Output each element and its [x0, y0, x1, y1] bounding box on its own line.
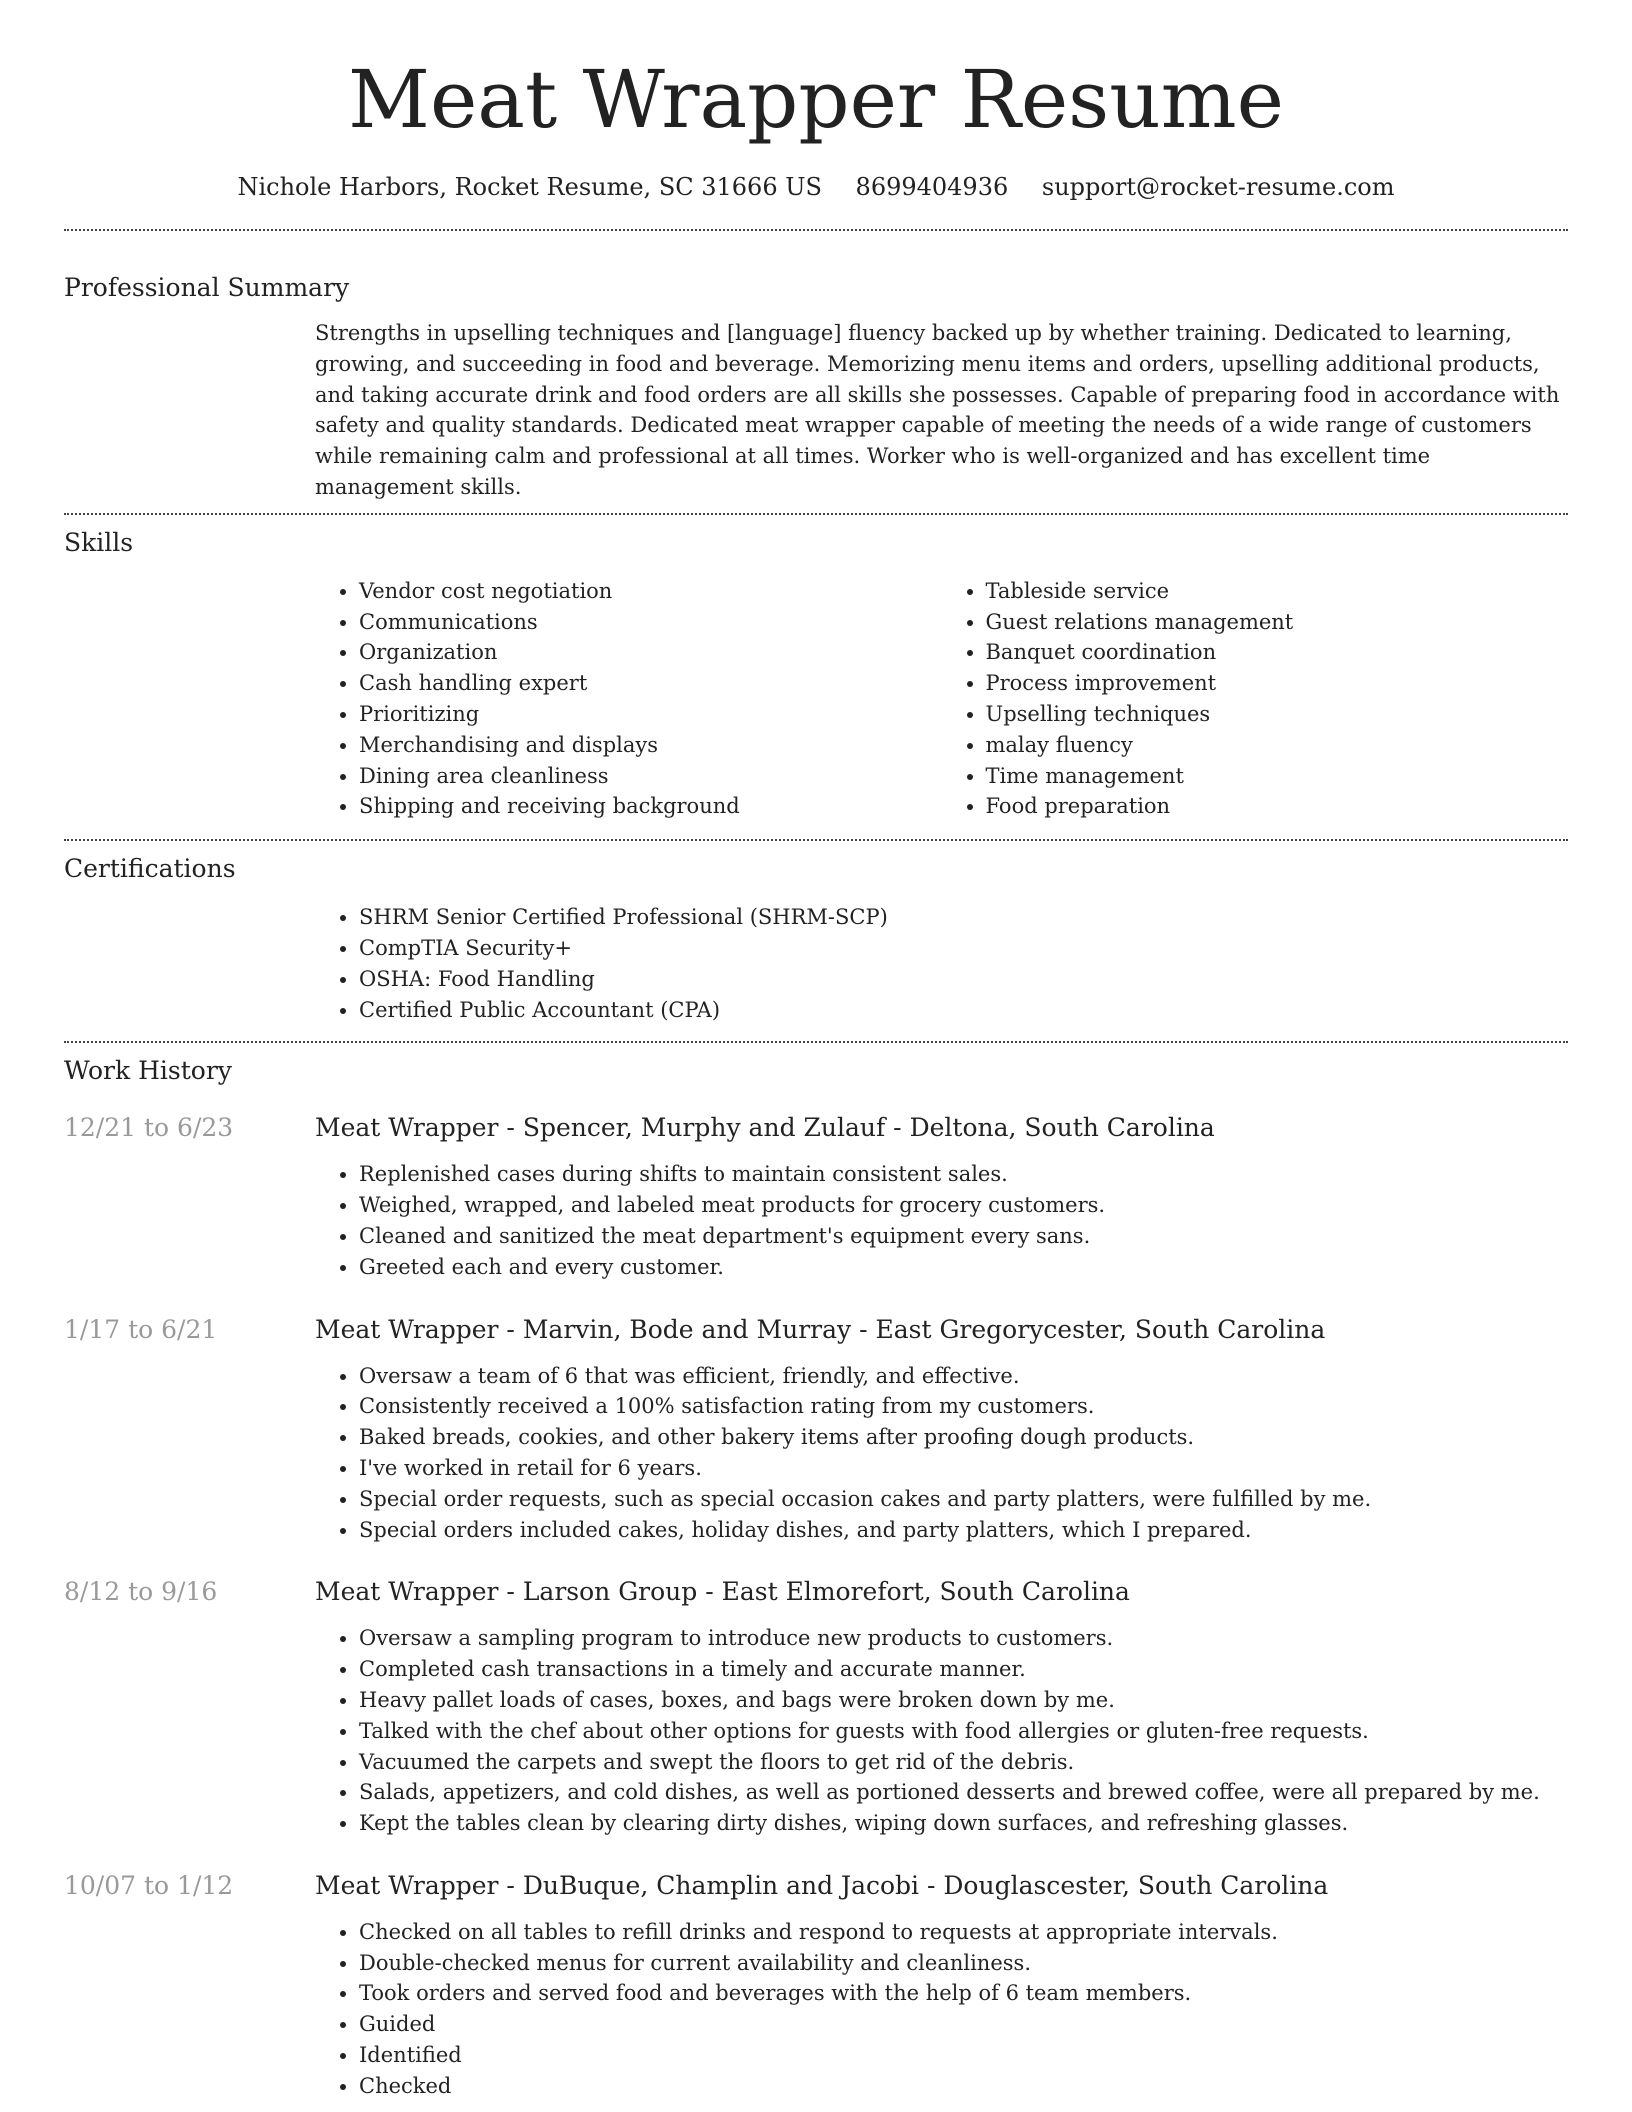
- skill-item: • malay fluency: [986, 730, 1569, 761]
- skills-list-right: [942, 576, 1569, 822]
- skill-item: • Food preparation: [986, 791, 1569, 822]
- job-bullet: • Consistently received a 100% satisfaction rating from my customers.: [359, 1391, 1568, 1422]
- job-bullet: • Greeted each and every customer.: [359, 1252, 1568, 1283]
- job-bullet: • Guided: [359, 2009, 1568, 2040]
- job-bullet: • Kept the tables clean by clearing dirty dishes, wiping down surfaces, and refreshing glasses.: [359, 1808, 1568, 1839]
- job-bullet: • Special order requests, such as special occasion cakes and party platters, were fulfilled by me.: [359, 1484, 1568, 1515]
- skill-item: • Communications: [359, 607, 942, 638]
- skill-item: • Process improvement: [986, 668, 1569, 699]
- summary-heading: Professional Summary: [64, 273, 350, 302]
- work-history-heading: Work History: [64, 1056, 232, 1086]
- job-bullet: • Oversaw a team of 6 that was efficient, friendly, and effective.: [359, 1361, 1568, 1392]
- job-date: 10/07 to 1/12: [64, 1870, 234, 1900]
- skill-item: • Tableside service: [986, 576, 1569, 607]
- job-bullet: • Weighed, wrapped, and labeled meat products for grocery customers.: [359, 1190, 1568, 1221]
- job-bullet: • Replenished cases during shifts to maintain consistent sales.: [359, 1159, 1568, 1190]
- skill-item: • Time management: [986, 761, 1569, 792]
- contact-phone: 8699404936: [855, 173, 1009, 201]
- certifications-heading: Certifications: [64, 854, 236, 884]
- skill-item: • Banquet coordination: [986, 637, 1569, 668]
- work-history-section: [64, 1054, 1568, 2101]
- skill-item: • Prioritizing: [359, 699, 942, 730]
- certification-item: • SHRM Senior Certified Professional (SHRM-SCP): [359, 902, 1568, 933]
- resume-title: Meat Wrapper Resume: [348, 53, 1284, 146]
- job-bullets: [315, 1917, 1568, 2102]
- skills-section: [64, 526, 1568, 822]
- job-bullet: • Double-checked menus for current availability and cleanliness.: [359, 1948, 1568, 1979]
- job-bullet: • Vacuumed the carpets and swept the floors to get rid of the debris.: [359, 1747, 1568, 1778]
- skill-item: • Organization: [359, 637, 942, 668]
- contact-address: Nichole Harbors, Rocket Resume, SC 31666 US: [237, 173, 822, 201]
- skill-item: • Guest relations management: [986, 607, 1569, 638]
- section-divider: [64, 1041, 1568, 1043]
- job-bullet: • Completed cash transactions in a timely and accurate manner.: [359, 1654, 1568, 1685]
- skill-item: • Vendor cost negotiation: [359, 576, 942, 607]
- job-bullet: • Oversaw a sampling program to introduce new products to customers.: [359, 1623, 1568, 1654]
- certification-item: • OSHA: Food Handling: [359, 964, 1568, 995]
- section-divider: [64, 839, 1568, 841]
- resume-page: [64, 0, 1568, 2102]
- job-bullet: • Baked breads, cookies, and other bakery items after proofing dough products.: [359, 1422, 1568, 1453]
- job-bullets: [315, 1361, 1568, 1546]
- job-bullet: • Salads, appetizers, and cold dishes, as well as portioned desserts and brewed coffee, were all prepared by me.: [359, 1777, 1568, 1808]
- summary-text: Strengths in upselling techniques and [language] fluency backed up by whether training. Dedicated to learning, growing, and succeeding in food and beverage. Memorizing menu items and orders, upselling additional products, and taking accurate drink and food orders are all skills she possesses. Capable of preparing food in accordance with safety and quality standards. Dedicated meat wrapper capable of meeting the needs of a wide range of customers while remaining calm and professional at all times. Worker who is well-organized and has excellent time management skills.: [315, 321, 1560, 499]
- job-bullet: • Checked on all tables to refill drinks and respond to requests at appropriate intervals.: [359, 1917, 1568, 1948]
- job-bullet: • Cleaned and sanitized the meat department's equipment every sans.: [359, 1221, 1568, 1252]
- job-bullet: • Talked with the chef about other options for guests with food allergies or gluten-free requests.: [359, 1716, 1568, 1747]
- job-entry: [64, 1111, 1568, 1282]
- job-date: 8/12 to 9/16: [64, 1577, 218, 1607]
- job-bullet: • Took orders and served food and beverages with the help of 6 team members.: [359, 1978, 1568, 2009]
- contact-email: support@rocket-resume.com: [1041, 173, 1395, 201]
- job-bullet: • Heavy pallet loads of cases, boxes, and bags were broken down by me.: [359, 1685, 1568, 1716]
- job-bullet: • I've worked in retail for 6 years.: [359, 1453, 1568, 1484]
- skill-item: • Cash handling expert: [359, 668, 942, 699]
- certifications-list: [315, 902, 1568, 1025]
- job-entry: [64, 1575, 1568, 1839]
- skills-heading: Skills: [64, 527, 134, 557]
- skill-item: • Dining area cleanliness: [359, 761, 942, 792]
- job-entry: [64, 1313, 1568, 1546]
- job-bullets: [315, 1623, 1568, 1839]
- skill-item: • Shipping and receiving background: [359, 791, 942, 822]
- job-bullet: • Checked: [359, 2071, 1568, 2102]
- certification-item: • CompTIA Security+: [359, 933, 1568, 964]
- skill-item: • Merchandising and displays: [359, 730, 942, 761]
- contact-info: [64, 170, 1568, 204]
- job-title: Meat Wrapper - DuBuque, Champlin and Jacobi - Douglascester, South Carolina: [315, 1870, 1329, 1900]
- job-title: Meat Wrapper - Spencer, Murphy and Zulauf - Deltona, South Carolina: [315, 1113, 1215, 1143]
- job-date: 1/17 to 6/21: [64, 1314, 218, 1344]
- summary-section: [64, 271, 1568, 503]
- section-divider: [64, 229, 1568, 231]
- job-bullet: • Identified: [359, 2040, 1568, 2071]
- job-entry: [64, 1869, 1568, 2102]
- skills-list-left: [315, 576, 942, 822]
- job-title: Meat Wrapper - Larson Group - East Elmorefort, South Carolina: [315, 1577, 1130, 1607]
- certifications-section: [64, 852, 1568, 1025]
- job-title: Meat Wrapper - Marvin, Bode and Murray - East Gregorycester, South Carolina: [315, 1314, 1326, 1344]
- skill-item: • Upselling techniques: [986, 699, 1569, 730]
- certification-item: • Certified Public Accountant (CPA): [359, 995, 1568, 1026]
- job-bullets: [315, 1159, 1568, 1282]
- section-divider: [64, 513, 1568, 515]
- job-date: 12/21 to 6/23: [64, 1113, 234, 1143]
- job-bullet: • Special orders included cakes, holiday dishes, and party platters, which I prepared.: [359, 1515, 1568, 1546]
